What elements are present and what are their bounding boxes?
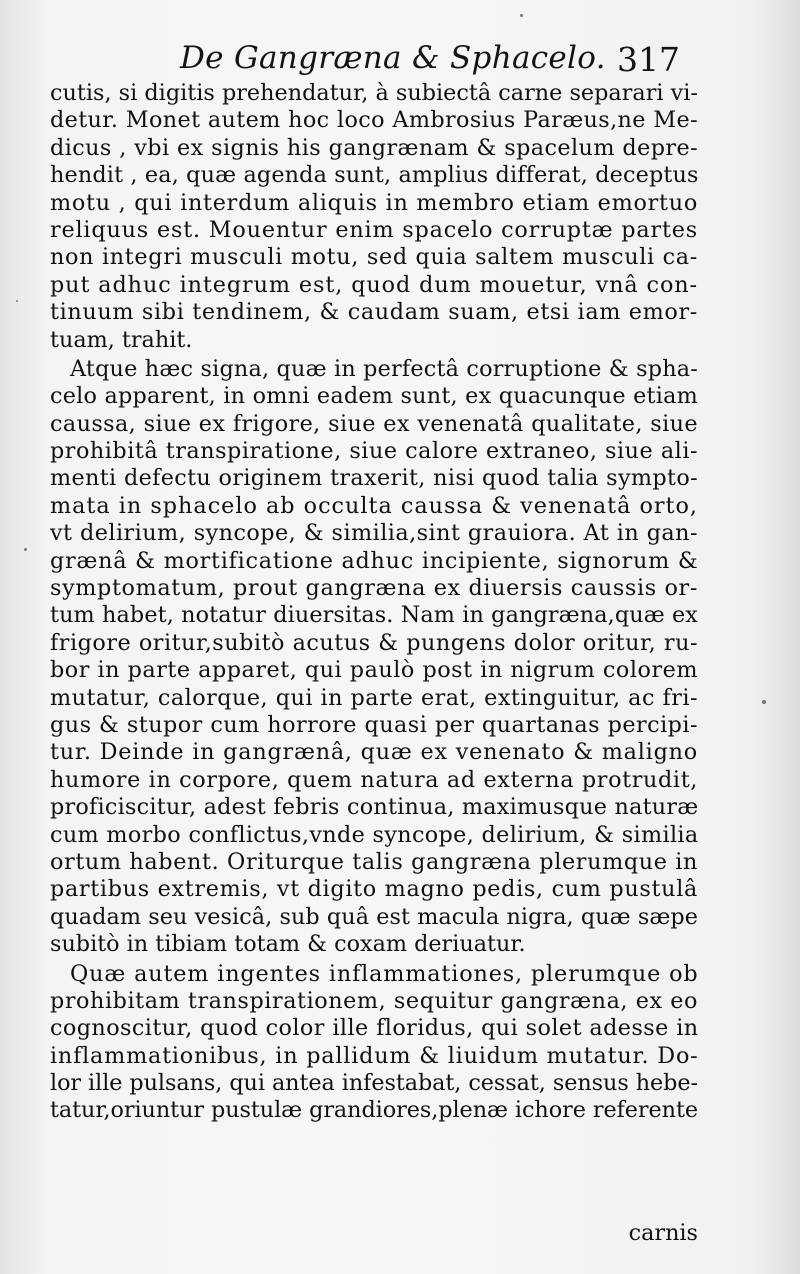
text-line: lor ille pulsans, qui antea infestabat, cessat, sensus hebe- — [50, 1070, 698, 1097]
text-line: hendit , ea, quæ agenda sunt, amplius differat, deceptus — [50, 162, 699, 189]
text-line: caussa, siue ex frigore, siue ex venenatâ qualitate, siue — [50, 410, 698, 437]
text-line: quadam seu vesicâ, sub quâ est macula nigra, quæ sæpe — [50, 903, 698, 930]
paragraph — [50, 356, 698, 959]
text-line: grænâ & mortificatione adhuc incipiente, signorum & — [50, 547, 699, 574]
text-line: tuam, trahit. — [50, 326, 193, 353]
text-line: subitò in tibiam totam & coxam deriuatur. — [50, 931, 526, 958]
ink-speck — [520, 14, 523, 17]
text-line: tur. Deinde in gangrænâ, quæ ex venenato & maligno — [50, 739, 698, 766]
text-line: non integri musculi motu, sed quia saltem musculi ca- — [50, 244, 698, 271]
text-line: bor in parte apparet, qui paulò post in nigrum colorem — [50, 657, 698, 684]
body-text — [50, 80, 698, 1125]
text-line: celo apparent, in omni eadem sunt, ex quacunque etiam — [50, 383, 698, 410]
text-line: symptomatum, prout gangræna ex diuersis caussis or- — [50, 575, 698, 602]
ink-speck — [762, 700, 766, 704]
text-line: reliquus est. Mouentur enim spacelo corruptæ partes — [50, 216, 699, 243]
text-line: humore in corpore, quem natura ad externa protrudit, — [50, 766, 699, 793]
text-line: mata in sphacelo ab occulta caussa & venenatâ orto, — [50, 492, 699, 519]
running-title: De Gangræna & Sphacelo. — [180, 40, 606, 76]
text-line: tum habet, notatur diuersitas. Nam in gangræna,quæ ex — [50, 602, 699, 629]
page-number: 317 — [617, 40, 680, 79]
text-line: Atque hæc signa, quæ in perfectâ corruptione & spha- — [70, 355, 699, 382]
text-line: Quæ autem ingentes inflammationes, plerumque ob — [70, 960, 699, 987]
text-line: tatur,oriuntur pustulæ grandiores,plenæ ichore referente — [50, 1097, 699, 1124]
text-line: cum morbo conflictus,vnde syncope, delirium, & similia — [50, 821, 699, 848]
paragraph — [50, 961, 698, 1125]
ink-speck — [16, 300, 18, 302]
text-line: put adhuc integrum est, quod dum mouetur, vnâ con- — [50, 271, 698, 298]
text-line: menti defectu originem traxerit, nisi quod talia sympto- — [50, 465, 698, 492]
text-line: mutatur, calorque, qui in parte erat, extinguitur, ac fri- — [50, 684, 699, 711]
text-line: ortum habent. Oriturque talis gangræna plerumque in — [50, 848, 699, 875]
text-line: frigore oritur,subitò acutus & pungens dolor oritur, ru- — [50, 629, 698, 656]
text-line: cognoscitur, quod color ille floridus, qui solet adesse in — [50, 1015, 699, 1042]
paragraph — [50, 80, 698, 354]
ink-speck — [24, 548, 27, 551]
text-line: partibus extremis, vt digito magno pedis, cum pustulâ — [50, 876, 698, 903]
text-line: cutis, si digitis prehendatur, à subiectâ carne separari vi- — [50, 80, 698, 106]
text-line: motu , qui interdum aliquis in membro etiam emortuo — [50, 189, 698, 216]
text-line: gus & stupor cum horrore quasi per quartanas percipi- — [50, 711, 698, 738]
text-line: proficiscitur, adest febris continua, maximusque naturæ — [50, 794, 699, 821]
text-line: tinuum sibi tendinem, & caudam suam, etsi iam emor- — [50, 299, 698, 326]
catchword: carnis — [628, 1220, 698, 1246]
text-line: prohibitâ transpiratione, siue calore extraneo, siue ali- — [50, 438, 699, 465]
text-line: detur. Monet autem hoc loco Ambrosius Paræus,ne Me- — [50, 107, 698, 134]
text-line: dicus , vbi ex signis his gangrænam & spacelum depre- — [50, 134, 699, 161]
text-line: prohibitam transpirationem, sequitur gangræna, ex eo — [50, 987, 699, 1014]
text-line: inflammationibus, in pallidum & liuidum mutatur. Do- — [50, 1042, 699, 1069]
text-line: vt delirium, syncope, & similia,sint grauiora. At in gan- — [50, 520, 698, 547]
